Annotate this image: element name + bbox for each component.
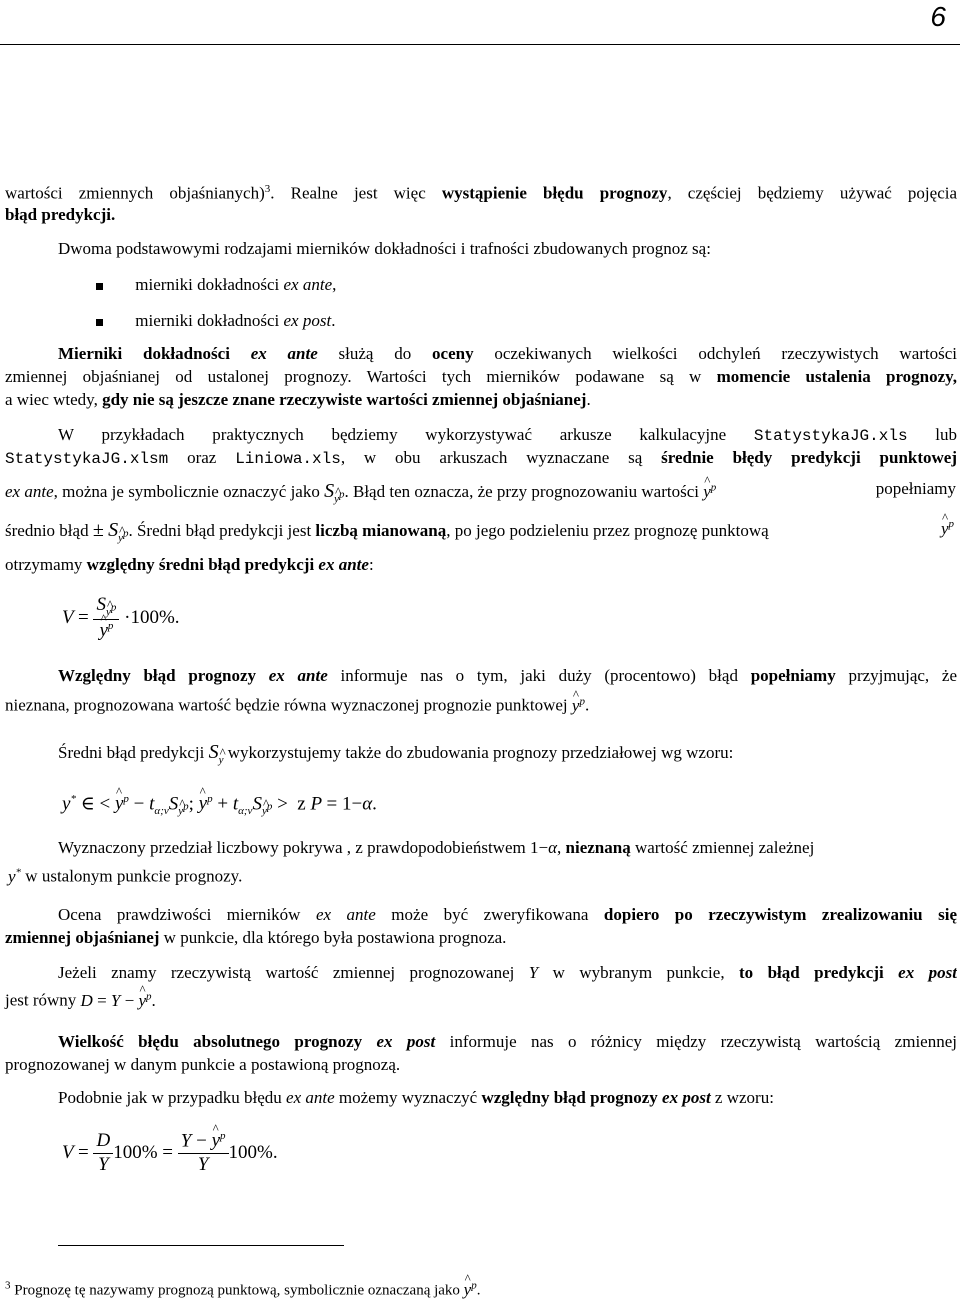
paragraph-8-line-1: Ocena prawdziwości mierników ex ante może być zweryfikowana dopiero po rzeczywistym zrealizowaniu się: [58, 905, 957, 924]
formula-yhat-p: ^ $y^p$: [464, 1280, 477, 1299]
formula-s-yhat: S^ $_{y^p}$: [108, 519, 128, 541]
paragraph-3-line-1: Mierniki dokładności ex ante służą do oceny oczekiwanych wielkości odchyleń rzeczywistych wartości: [58, 344, 957, 363]
paragraph-3-line-2: zmiennej objaśnianej od ustalonej prognozy. Wartości tych mierników podawane są w momencie ustalenia prognozy,: [5, 367, 957, 386]
header-rule: [0, 44, 960, 45]
paragraph-2: Dwoma podstawowymi rodzajami mierników dokładności i trafności zbudowanych prognoz są:: [58, 239, 711, 258]
formula-relative-error-ex-ante: V = S^ $_{y^p}$ ^ $y^p$ ·100%.: [62, 594, 180, 643]
paragraph-9-line-2: jest równy D = Y − ^ $y^p$.: [5, 990, 156, 1011]
paragraph-1-line-1: wartości zmiennych objaśnianych)$^3$. Realne jest więc wystąpienie błędu prognozy, częściej będziemy używać pojęcia: [5, 183, 957, 203]
paragraph-4-line-1: W przykładach praktycznych będziemy wykorzystywać arkusze kalkulacyjne StatystykaJG.xls lub: [58, 425, 957, 445]
filename: StatystykaJG.xlsm: [5, 450, 169, 468]
formula-prediction-interval: y* ∈ < ^ $y^p$ − $t_{\alpha;\nu}S\^{}$ $_{y^p}$; ^ $y^p$ + $t_{\alpha;\nu}S\^{}$ $_{y^p}$ > z P = 1−α.: [62, 793, 377, 818]
paragraph-9-line-1: Jeżeli znamy rzeczywistą wartość zmiennej prognozowanej Y w wybranym punkcie, to błąd predykcji ex post: [58, 963, 957, 982]
bullet-item: mierniki dokładności ex post.: [96, 311, 335, 331]
paragraph-1-line-2: błąd predykcji.: [5, 205, 116, 224]
paragraph-10-line-1: Wielkość błędu absolutnego prognozy ex post informuje nas o różnicy między rzeczywistą wartością zmiennej: [58, 1032, 957, 1051]
formula-s-yhat: S^ $_{y^p}$: [324, 480, 344, 502]
formula-yhat-p: ^ $y^p$: [572, 696, 585, 715]
paragraph-5-line-2: nieznana, prognozowana wartość będzie równa wyznaczonej prognozie punktowej ^ $y^p$.: [5, 695, 589, 716]
paragraph-5-line-1: Względny błąd prognozy ex ante informuje nas o tym, jaki duży (procentowo) błąd popełniamy przyjmując, że: [58, 666, 957, 685]
formula-s-yhat: S^ $_y$: [209, 741, 224, 763]
bullet-item: mierniki dokładności ex ante,: [96, 275, 336, 295]
bullet-square-icon: [96, 283, 103, 290]
footnote-rule: [58, 1245, 344, 1246]
paragraph-4-line-2: StatystykaJG.xlsm oraz Liniowa.xls, w obu arkuszach wyznaczane są średnie błędy predykcji punktowej: [5, 448, 957, 468]
filename: StatystykaJG.xls: [753, 427, 908, 445]
paragraph-4-line-5: otrzymamy względny średni błąd predykcji ex ante:: [5, 555, 374, 574]
footnote-marker: 3: [264, 183, 271, 195]
page-number: 6: [930, 1, 946, 32]
formula-absolute-error: D = Y − ^ $y^p$.: [81, 991, 156, 1010]
paragraph-11: Podobnie jak w przypadku błędu ex ante możemy wyznaczyć względny błąd prognozy ex post z wzoru:: [58, 1088, 774, 1107]
paragraph-6: Średni błąd predykcji S^ $_y$ wykorzystujemy także do zbudowania prognozy przedziałowej wg wzoru:: [58, 740, 733, 767]
formula-relative-error-ex-post: V = $\frac{D}{Y}$ 100% = $\frac{Y - \^{} y^p}{Y}$ 100%.: [62, 1130, 278, 1177]
formula-yhat-p: ^ $y^p$: [703, 482, 716, 501]
formula-yhat-p: ^ $y^p$: [941, 518, 954, 539]
formula-ystar: y*: [8, 866, 22, 886]
paragraph-7-line-2: y* w ustalonym punkcie prognozy.: [8, 866, 243, 886]
paragraph-10-line-2: prognozowanej w danym punkcie a postawioną prognozą.: [5, 1055, 401, 1074]
paragraph-7-line-1: Wyznaczony przedział liczbowy pokrywa , z prawdopodobieństwem 1−α, nieznaną wartość zmiennej zależnej: [58, 838, 815, 857]
paragraph-4-line-4: średnio błąd ± S^ $_{y^p}$. Średni błąd predykcji jest liczbą mianowaną, po jego podzieleniu przez prognozę punktową: [5, 518, 769, 545]
paragraph-4-line-3: ex ante, można je symbolicznie oznaczyć jako S^ $_{y^p}$. Błąd ten oznacza, że przy prognozowaniu wartości ^ $y^p$: [5, 479, 716, 506]
paragraph-4-line-3-tail: popełniamy: [875, 479, 956, 498]
paragraph-3-line-3: a wiec wtedy, gdy nie są jeszcze znane rzeczywiste wartości zmiennej objaśnianej.: [5, 390, 591, 409]
footnote: $^3$ Prognozę tę nazywamy prognozą punktową, symbolicznie oznaczaną jako ^ $y^p$.: [5, 1279, 480, 1300]
paragraph-8-line-2: zmiennej objaśnianej w punkcie, dla którego była postawiona prognoza.: [5, 928, 507, 947]
filename: Liniowa.xls: [235, 450, 341, 468]
bullet-square-icon: [96, 319, 103, 326]
